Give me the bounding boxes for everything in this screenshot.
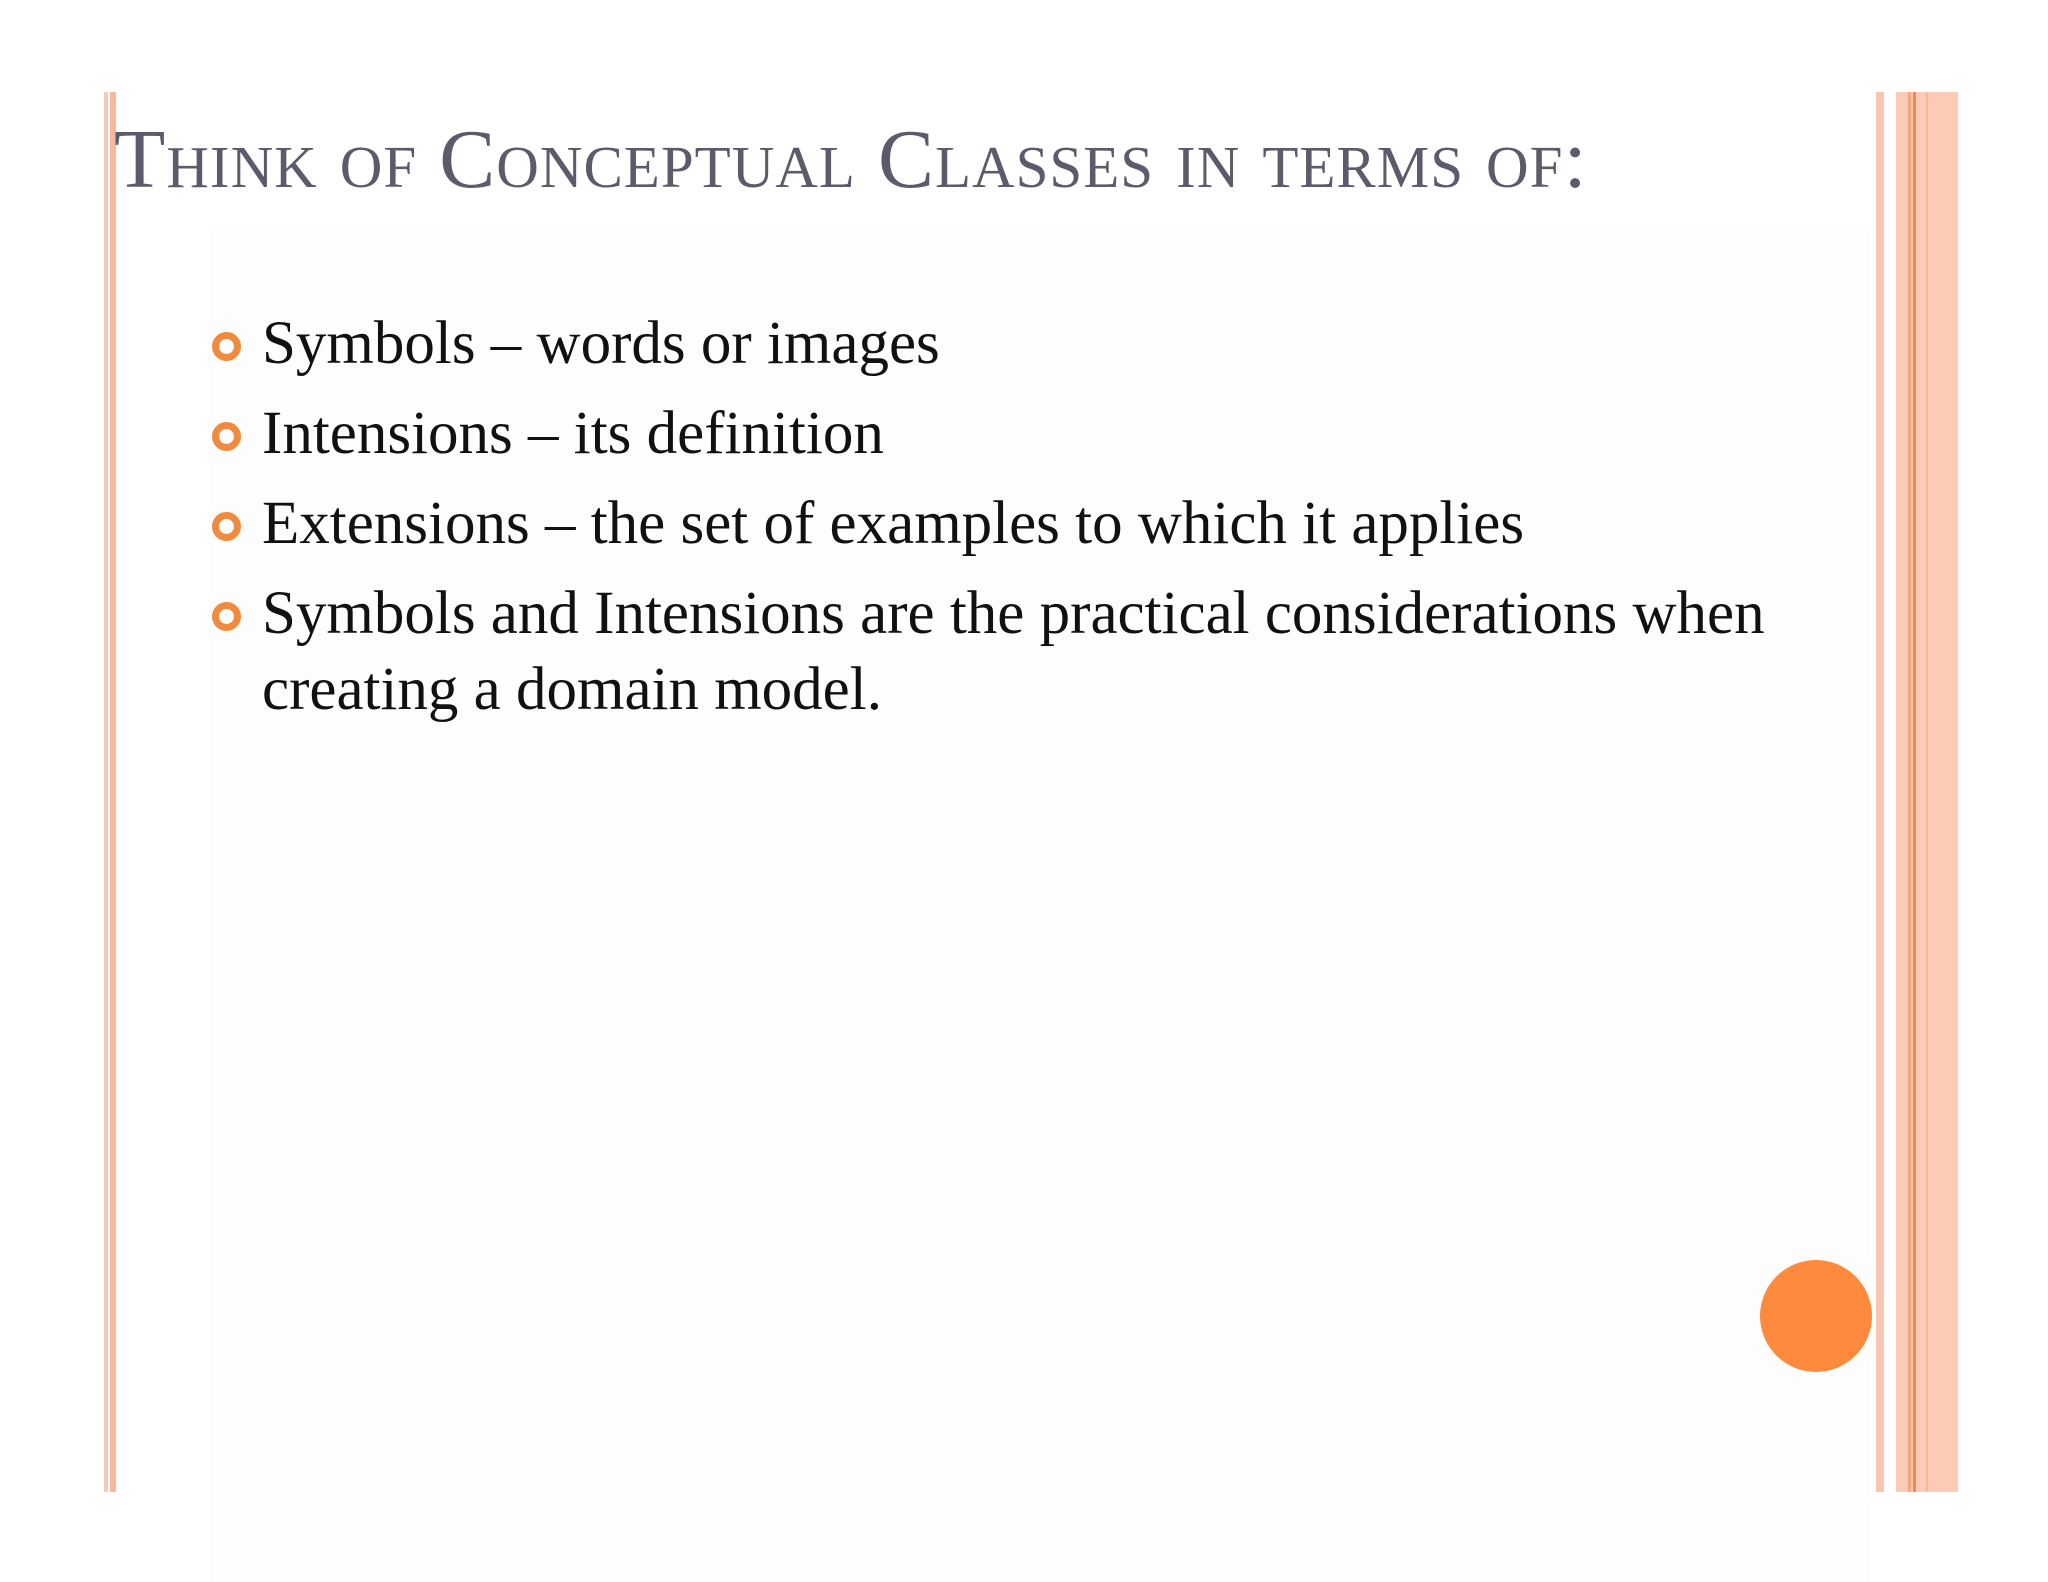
- bullet-text: Intensions – its definition: [262, 400, 884, 467]
- ring-bullet-icon: [212, 422, 241, 451]
- bullet-text: Extensions – the set of examples to which it applies: [262, 490, 1525, 557]
- ring-bullet-icon: [212, 512, 241, 541]
- bullet-text: Symbols and Intensions are the practical considerations when creating a domain model.: [262, 580, 1765, 723]
- bullet-item: [208, 396, 1848, 472]
- slide-title: Think of Conceptual Classes in terms of:: [114, 113, 1588, 206]
- left-decorative-line: [110, 92, 116, 1492]
- left-decorative-line: [104, 92, 108, 1492]
- bullet-list: [208, 306, 1848, 742]
- right-decorative-line: [1926, 92, 1928, 1492]
- right-decorative-line: [1908, 92, 1911, 1492]
- bullet-text: Symbols – words or images: [262, 310, 940, 377]
- right-decorative-bar: [1876, 92, 1884, 1492]
- bullet-item: [208, 576, 1848, 728]
- accent-circle: [1760, 1260, 1872, 1372]
- right-decorative-line: [1913, 92, 1916, 1492]
- ring-bullet-icon: [212, 602, 241, 631]
- ring-bullet-icon: [212, 332, 241, 361]
- bullet-item: [208, 306, 1848, 382]
- bullet-item: [208, 486, 1848, 562]
